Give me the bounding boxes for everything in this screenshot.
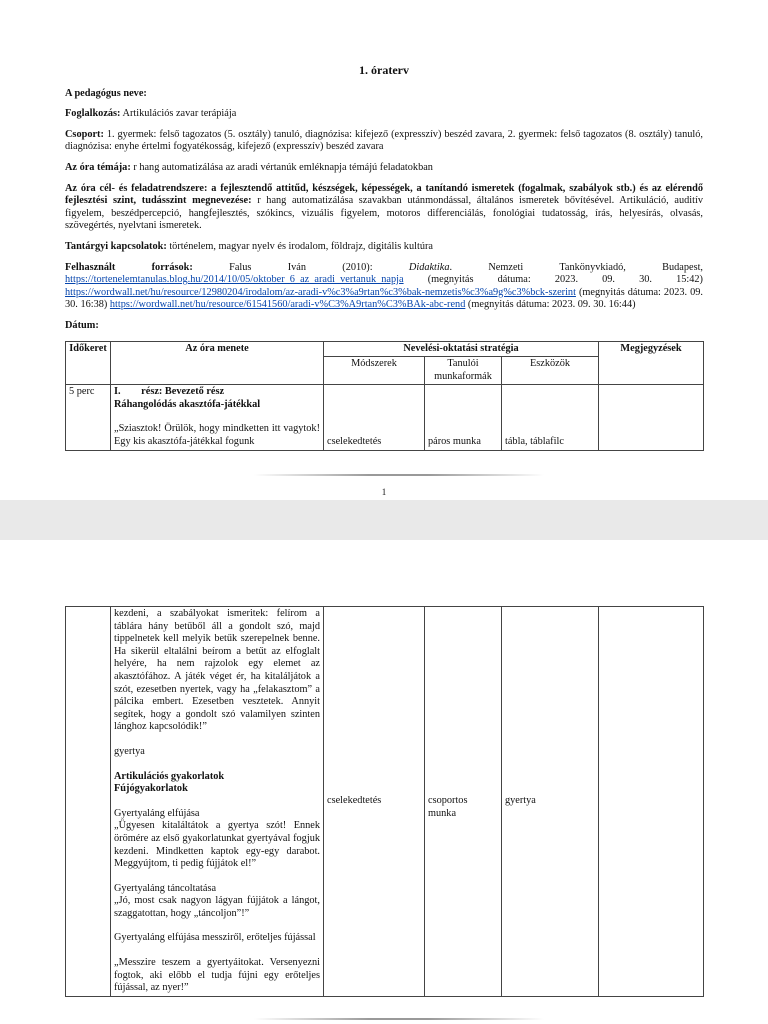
activity-value: Artikulációs zavar terápiája (120, 108, 237, 120)
lesson-subheading: Ráhangolódás akasztófa-játékkal (114, 398, 261, 410)
lesson-part-heading: I. rész: Bevezető rész (114, 386, 225, 398)
flow-cell (111, 607, 324, 997)
groups-field (65, 129, 703, 154)
footer-divider (254, 474, 544, 476)
exercise-title: Gyertyaláng táncoltatása (114, 882, 217, 894)
page-2 (0, 540, 768, 1024)
teacher-label: A pedagógus neve: (65, 87, 147, 99)
goals-value: r hang automatizálása szavakban utánmondással, általános ismeretek bővítésével. Artikuláció, auditív figyelem, beszédpercepció, hangfejlesztés, szókincs, vizuális figyelem, motoros differenciálás, fonológiai tudatosság, írás, helyesírás, olvasás, szövegértés, nyelvtani ismeretek. (65, 195, 703, 232)
table-header-row (66, 341, 704, 357)
lesson-text: „Ügyesen kitaláltátok a gyertya szót! Ennek örömére az első gyakorlatunkat gyertyával fogjuk kezdeni. Mindketten kaptok egy-egy darabot. Meggyújtom, ti pedig fújjátok el!” (114, 820, 320, 870)
topic-value: r hang automatizálása az aradi vértanúk emléknapja témájú feladatokban (130, 161, 433, 173)
goals-label: Az óra cél- és feladatrendszere: a fejlesztendő attitűd, készségek, képességek, a tanítandó ismeretek (fogalmak, szabályok stb.) és az elérendő fejlesztési szint, tudásszint megnevezése: (65, 182, 703, 207)
groups-value: 1. gyermek: felső tagozatos (5. osztály) tanuló, diagnózisa: kifejező (expresszív) beszéd zavara, 2. gyermek: felső tagozatos (8. osztály) tanuló, diagnózisa: enyhe értelmi fogyatékosság, kifejező (expresszív) beszéd zavara (65, 128, 703, 153)
col-forms-header: Tanulói munkaformák (425, 357, 502, 385)
lesson-text: „Messzire teszem a gyertyáitokat. Versenyezni fogtok, aki előbb el tudja fújni egy erőteljes fújással, az nyer!” (114, 957, 320, 994)
lesson-table (65, 341, 704, 451)
table-row (66, 607, 704, 997)
subject-links-label: Tantárgyi kapcsolatok: (65, 240, 167, 252)
activity-label: Foglalkozás: (65, 108, 121, 120)
notes-cell (599, 607, 704, 997)
tools-cell: tábla, táblafilc (502, 385, 599, 450)
col-time-header: Időkeret (66, 341, 111, 385)
time-cell: 5 perc (66, 385, 111, 450)
lesson-table-continued (65, 606, 703, 997)
page-number: 1 (381, 487, 387, 497)
subject-links-value: történelem, magyar nyelv és irodalom, földrajz, digitális kultúra (166, 240, 433, 252)
notes-cell (599, 385, 704, 450)
lesson-table (65, 606, 704, 997)
table-row (66, 385, 704, 450)
footer-divider (254, 1018, 544, 1020)
date-label: Dátum: (65, 319, 99, 331)
sources-text: (megnyitás dátuma: 2023. 09. 30. 15:42) (403, 274, 703, 286)
lesson-subheading: Artikulációs gyakorlatok (114, 770, 225, 782)
flow-cell (111, 385, 324, 450)
topic-field (65, 162, 703, 175)
sources-book-title: Didaktika (408, 261, 450, 273)
sources-field (65, 262, 703, 312)
lesson-plan-header (65, 64, 703, 451)
topic-label: Az óra témája: (65, 161, 131, 173)
time-cell (66, 607, 111, 997)
method-cell: cselekedtetés (324, 385, 425, 450)
source-link-2[interactable]: https://wordwall.net/hu/resource/12980204/irodalom/az-aradi-v%c3%a9rtan%c3%bak-nemzetis%c3%a9g%c3%bck-szerint (65, 286, 576, 298)
lesson-text: kezdeni, a szabályokat ismeritek: felírom a táblára hány betűből áll a gondolt szó, majd tippelnetek kell melyik betűk szerepelnek benne. Ha sikerül eltalálni beírom a betűt az elfoglalt helyére, ha nem rajzolok egy elemet az akasztófához. A játék véget ér, ha kitaláljátok a szót, ezesetben nyertek, vagy ha „felakasztom” a pálcika embert. Ezesetben vesztetek. Annyit segítek, hogy a gondolt szó valamilyen szinten lánghoz kapcsolódik!” (114, 608, 320, 733)
lesson-text: „Jó, most csak nagyon lágyan fújjátok a lángot, szaggatottan, hogy „táncoljon”!” (114, 895, 320, 919)
sources-text: . Nemzeti Tankönyvkiadó, Budapest, (449, 261, 704, 273)
tools-cell: gyertya (502, 607, 599, 997)
sources-text: Falus Iván (2010): (192, 261, 409, 273)
form-cell: páros munka (425, 385, 502, 450)
lesson-subheading: Fújógyakorlatok (114, 783, 188, 795)
method-cell: cselekedtetés (324, 607, 425, 997)
groups-label: Csoport: (65, 128, 104, 140)
activity-field (65, 108, 703, 121)
form-cell: csoportos munka (425, 607, 502, 997)
col-strategy-header: Nevelési-oktatási stratégia (324, 341, 599, 357)
subject-links-field (65, 241, 703, 254)
sources-label: Felhasznált források: (65, 261, 193, 273)
goals-field (65, 183, 703, 233)
sources-text: (megnyitás dátuma: 2023. 09. 30. 16:38) (65, 286, 703, 311)
col-notes-header: Megjegyzések (599, 341, 704, 385)
source-link-3[interactable]: https://wordwall.net/hu/resource/61541560/aradi-v%C3%A9rtan%C3%BAk-abc-rend (109, 299, 466, 311)
lesson-text: „Sziasztok! Örülök, hogy mindketten itt vagytok! Egy kis akasztófa-játékkal fogunk (114, 423, 320, 448)
page-1 (0, 0, 768, 500)
sources-text: (megnyitás dátuma: 2023. 09. 30. 16:44) (465, 299, 636, 311)
source-link-1[interactable]: https://tortenelemtanulas.blog.hu/2014/10/05/oktober_6_az_aradi_vertanuk_napja (65, 274, 404, 286)
date-field (65, 320, 703, 333)
exercise-title: Gyertyaláng elfújása (114, 807, 200, 819)
exercise-title: Gyertyaláng elfújása messziről, erőteljes fújással (114, 932, 316, 944)
col-tools-header: Eszközök (502, 357, 599, 385)
teacher-field (65, 88, 703, 101)
page-title: 1. óraterv (359, 63, 409, 77)
col-flow-header: Az óra menete (111, 341, 324, 385)
col-methods-header: Módszerek (324, 357, 425, 385)
lesson-text: gyertya (114, 745, 145, 757)
